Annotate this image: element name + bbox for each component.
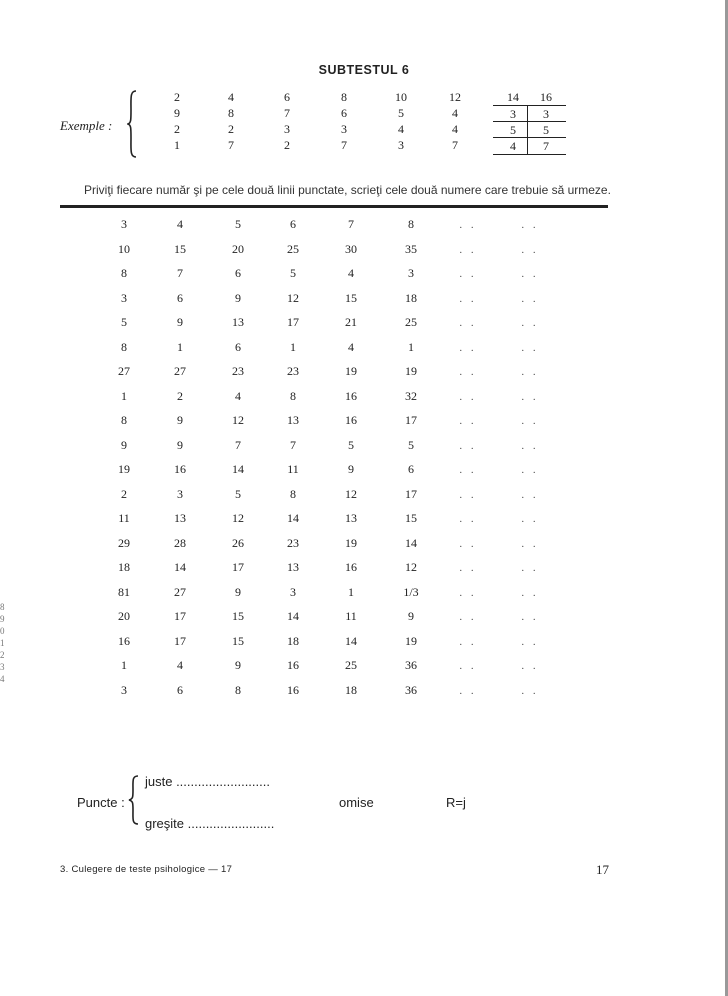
- example-value: 6: [341, 106, 347, 120]
- series-number: 32: [405, 388, 417, 403]
- series-number: 6: [408, 462, 414, 476]
- series-number: 5: [348, 437, 354, 452]
- answer-blank[interactable]: . .: [521, 366, 539, 378]
- example-value: 3: [398, 138, 404, 152]
- series-number: 3: [290, 584, 296, 599]
- answer-blank[interactable]: . .: [521, 611, 539, 623]
- series-number: 36: [405, 682, 417, 697]
- series-number: 11: [118, 511, 130, 525]
- answer-blank[interactable]: . .: [521, 537, 539, 550]
- example-value: 3: [341, 122, 347, 136]
- series-number: 15: [405, 511, 417, 525]
- series-number: 16: [345, 388, 357, 403]
- answer-blank[interactable]: . .: [459, 562, 477, 574]
- series-number: 16: [287, 682, 299, 697]
- series-number: 8: [121, 266, 127, 280]
- example-value: 2: [284, 138, 290, 152]
- answer-blank[interactable]: . .: [459, 464, 477, 476]
- answer-blank[interactable]: . .: [459, 390, 477, 403]
- series-number: 1: [121, 388, 127, 403]
- answer-blank[interactable]: . .: [459, 488, 477, 501]
- answer-blank[interactable]: . .: [521, 268, 539, 280]
- answer-blank[interactable]: . .: [521, 317, 539, 329]
- instruction-text: Priviţi fiecare număr şi pe cele două linii punctate, scrieţi cele două numere care trebuie să urmeze.: [84, 183, 611, 197]
- series-number: 9: [408, 609, 414, 623]
- series-number: 3: [121, 217, 127, 231]
- answer-blank[interactable]: . .: [459, 513, 477, 525]
- series-number: 8: [235, 682, 241, 697]
- series-number: 18: [287, 633, 299, 648]
- example-value: 16: [540, 90, 552, 104]
- example-value: 12: [449, 90, 461, 104]
- example-value: 5: [493, 121, 533, 138]
- series-number: 9: [177, 413, 183, 427]
- series-number: 12: [232, 413, 244, 427]
- series-number: 4: [348, 266, 354, 280]
- series-number: 9: [235, 584, 241, 599]
- series-number: 1/3: [403, 584, 419, 599]
- series-number: 36: [405, 658, 417, 672]
- answer-blank[interactable]: . .: [521, 292, 539, 305]
- example-value: 2: [174, 90, 180, 104]
- series-number: 17: [405, 413, 417, 427]
- series-number: 7: [348, 217, 354, 231]
- series-number: 25: [345, 658, 357, 672]
- answer-blank[interactable]: . .: [459, 292, 477, 305]
- series-number: 19: [345, 535, 357, 550]
- margin-mark: 3: [0, 662, 5, 672]
- answer-blank[interactable]: . .: [521, 635, 539, 648]
- series-number: 23: [232, 364, 244, 378]
- series-number: 5: [235, 486, 241, 501]
- series-number: 12: [405, 560, 417, 574]
- series-number: 10: [118, 241, 130, 256]
- score-r: R=j: [446, 795, 466, 810]
- series-number: 13: [174, 511, 186, 525]
- series-number: 5: [235, 217, 241, 231]
- series-number: 8: [121, 339, 127, 354]
- page-number: 17: [596, 862, 609, 877]
- example-value: 7: [452, 138, 458, 152]
- series-number: 7: [290, 437, 296, 452]
- series-number: 19: [345, 364, 357, 378]
- example-value: 4: [493, 137, 533, 155]
- example-value: 2: [174, 122, 180, 136]
- answer-blank[interactable]: . .: [521, 660, 539, 672]
- series-number: 14: [287, 511, 299, 525]
- answer-blank[interactable]: . .: [459, 684, 477, 697]
- answer-blank[interactable]: . .: [459, 611, 477, 623]
- answer-blank[interactable]: . .: [459, 219, 477, 231]
- score-label: Puncte :: [77, 795, 125, 810]
- example-divider: [527, 105, 528, 154]
- answer-blank[interactable]: . .: [521, 439, 539, 452]
- series-number: 9: [235, 658, 241, 672]
- answer-blank[interactable]: . .: [459, 660, 477, 672]
- answer-blank[interactable]: . .: [459, 439, 477, 452]
- answer-blank[interactable]: . .: [521, 415, 539, 427]
- series-number: 25: [405, 315, 417, 329]
- series-number: 81: [118, 584, 130, 599]
- answer-blank[interactable]: . .: [521, 341, 539, 354]
- series-number: 21: [345, 315, 357, 329]
- answer-blank[interactable]: . .: [521, 586, 539, 599]
- score-brace: [128, 775, 140, 825]
- divider-rule: [60, 205, 608, 208]
- series-number: 14: [174, 560, 186, 574]
- series-number: 14: [287, 609, 299, 623]
- score-gresite: greşite ........................: [145, 816, 275, 831]
- example-value: 5: [398, 106, 404, 120]
- example-value: 4: [452, 122, 458, 136]
- series-number: 2: [121, 486, 127, 501]
- series-number: 4: [177, 658, 183, 672]
- answer-blank[interactable]: . .: [459, 341, 477, 354]
- margin-mark: 1: [0, 638, 5, 648]
- series-number: 15: [232, 609, 244, 623]
- series-number: 29: [118, 535, 130, 550]
- example-value: 4: [452, 106, 458, 120]
- series-number: 18: [118, 560, 130, 574]
- example-value: 3: [284, 122, 290, 136]
- series-number: 25: [287, 241, 299, 256]
- series-number: 4: [177, 217, 183, 231]
- series-number: 3: [121, 682, 127, 697]
- series-number: 27: [118, 364, 130, 378]
- series-number: 1: [177, 339, 183, 354]
- footer-text: 3. Culegere de teste psihologice — 17: [60, 864, 233, 875]
- series-number: 16: [118, 633, 130, 648]
- series-number: 17: [232, 560, 244, 574]
- example-value: 9: [174, 106, 180, 120]
- series-number: 6: [235, 266, 241, 280]
- series-number: 11: [345, 609, 357, 623]
- example-value: 7: [341, 138, 347, 152]
- example-value: 10: [395, 90, 407, 104]
- series-number: 19: [405, 633, 417, 648]
- answer-blank[interactable]: . .: [459, 243, 477, 256]
- series-number: 4: [235, 388, 241, 403]
- series-number: 17: [405, 486, 417, 501]
- example-value: 2: [228, 122, 234, 136]
- margin-mark: 4: [0, 674, 5, 684]
- example-value: 4: [398, 122, 404, 136]
- series-number: 30: [345, 241, 357, 256]
- series-number: 9: [348, 462, 354, 476]
- series-number: 11: [287, 462, 299, 476]
- series-number: 5: [408, 437, 414, 452]
- series-number: 15: [174, 241, 186, 256]
- series-number: 19: [405, 364, 417, 378]
- series-number: 8: [290, 388, 296, 403]
- series-number: 17: [174, 609, 186, 623]
- series-number: 3: [408, 266, 414, 280]
- series-number: 4: [348, 339, 354, 354]
- series-number: 13: [287, 413, 299, 427]
- series-number: 3: [121, 290, 127, 305]
- example-value: 1: [174, 138, 180, 152]
- page-title: SUBTESTUL 6: [318, 63, 410, 77]
- series-number: 18: [345, 682, 357, 697]
- series-number: 23: [287, 535, 299, 550]
- series-number: 18: [405, 290, 417, 305]
- examples-brace: [127, 90, 137, 158]
- series-number: 3: [177, 486, 183, 501]
- series-number: 9: [177, 437, 183, 452]
- example-value: 8: [341, 90, 347, 104]
- series-number: 13: [345, 511, 357, 525]
- series-number: 8: [121, 413, 127, 427]
- example-value: 5: [526, 121, 566, 138]
- series-number: 20: [232, 241, 244, 256]
- example-value: 4: [228, 90, 234, 104]
- series-number: 8: [408, 217, 414, 231]
- example-value: 8: [228, 106, 234, 120]
- answer-blank[interactable]: . .: [521, 684, 539, 697]
- series-number: 1: [290, 339, 296, 354]
- series-number: 12: [345, 486, 357, 501]
- series-number: 26: [232, 535, 244, 550]
- series-number: 16: [345, 560, 357, 574]
- score-juste: juste ..........................: [145, 774, 270, 789]
- series-number: 6: [177, 290, 183, 305]
- series-number: 12: [287, 290, 299, 305]
- answer-blank[interactable]: . .: [459, 635, 477, 648]
- margin-mark: 9: [0, 614, 5, 624]
- answer-blank[interactable]: . .: [459, 537, 477, 550]
- series-number: 9: [235, 290, 241, 305]
- series-number: 6: [177, 682, 183, 697]
- series-number: 16: [287, 658, 299, 672]
- series-number: 35: [405, 241, 417, 256]
- margin-mark: 8: [0, 602, 5, 612]
- example-value: 7: [228, 138, 234, 152]
- example-value: 3: [493, 105, 533, 122]
- series-number: 16: [345, 413, 357, 427]
- example-value: 6: [284, 90, 290, 104]
- series-number: 1: [348, 584, 354, 599]
- series-number: 8: [290, 486, 296, 501]
- series-number: 5: [121, 315, 127, 329]
- example-value: 14: [507, 90, 519, 104]
- answer-blank[interactable]: . .: [521, 390, 539, 403]
- series-number: 16: [174, 462, 186, 476]
- series-number: 20: [118, 609, 130, 623]
- answer-blank[interactable]: . .: [459, 268, 477, 280]
- margin-mark: 0: [0, 626, 5, 636]
- series-number: 2: [177, 388, 183, 403]
- example-value: 7: [284, 106, 290, 120]
- series-number: 1: [408, 339, 414, 354]
- series-number: 6: [235, 339, 241, 354]
- series-number: 17: [174, 633, 186, 648]
- series-number: 5: [290, 266, 296, 280]
- series-number: 17: [287, 315, 299, 329]
- series-number: 15: [345, 290, 357, 305]
- answer-blank[interactable]: . .: [459, 586, 477, 599]
- series-number: 28: [174, 535, 186, 550]
- answer-blank[interactable]: . .: [521, 513, 539, 525]
- example-value: 7: [526, 137, 566, 155]
- example-value: 3: [526, 105, 566, 122]
- score-omise: omise: [339, 795, 374, 810]
- answer-blank[interactable]: . .: [459, 366, 477, 378]
- series-number: 13: [232, 315, 244, 329]
- series-number: 1: [121, 658, 127, 672]
- examples-label: Exemple :: [60, 118, 113, 133]
- series-number: 19: [118, 462, 130, 476]
- series-number: 14: [405, 535, 417, 550]
- answer-blank[interactable]: . .: [521, 464, 539, 476]
- series-number: 7: [235, 437, 241, 452]
- answer-blank[interactable]: . .: [459, 317, 477, 329]
- series-number: 27: [174, 364, 186, 378]
- series-number: 9: [177, 315, 183, 329]
- series-number: 9: [121, 437, 127, 452]
- answer-blank[interactable]: . .: [459, 415, 477, 427]
- series-number: 6: [290, 217, 296, 231]
- answer-blank[interactable]: . .: [521, 562, 539, 574]
- answer-blank[interactable]: . .: [521, 488, 539, 501]
- series-number: 14: [345, 633, 357, 648]
- series-number: 7: [177, 266, 183, 280]
- answer-blank[interactable]: . .: [521, 219, 539, 231]
- series-number: 15: [232, 633, 244, 648]
- margin-mark: 2: [0, 650, 5, 660]
- series-number: 14: [232, 462, 244, 476]
- series-number: 23: [287, 364, 299, 378]
- series-number: 27: [174, 584, 186, 599]
- answer-blank[interactable]: . .: [521, 243, 539, 256]
- series-number: 13: [287, 560, 299, 574]
- series-number: 12: [232, 511, 244, 525]
